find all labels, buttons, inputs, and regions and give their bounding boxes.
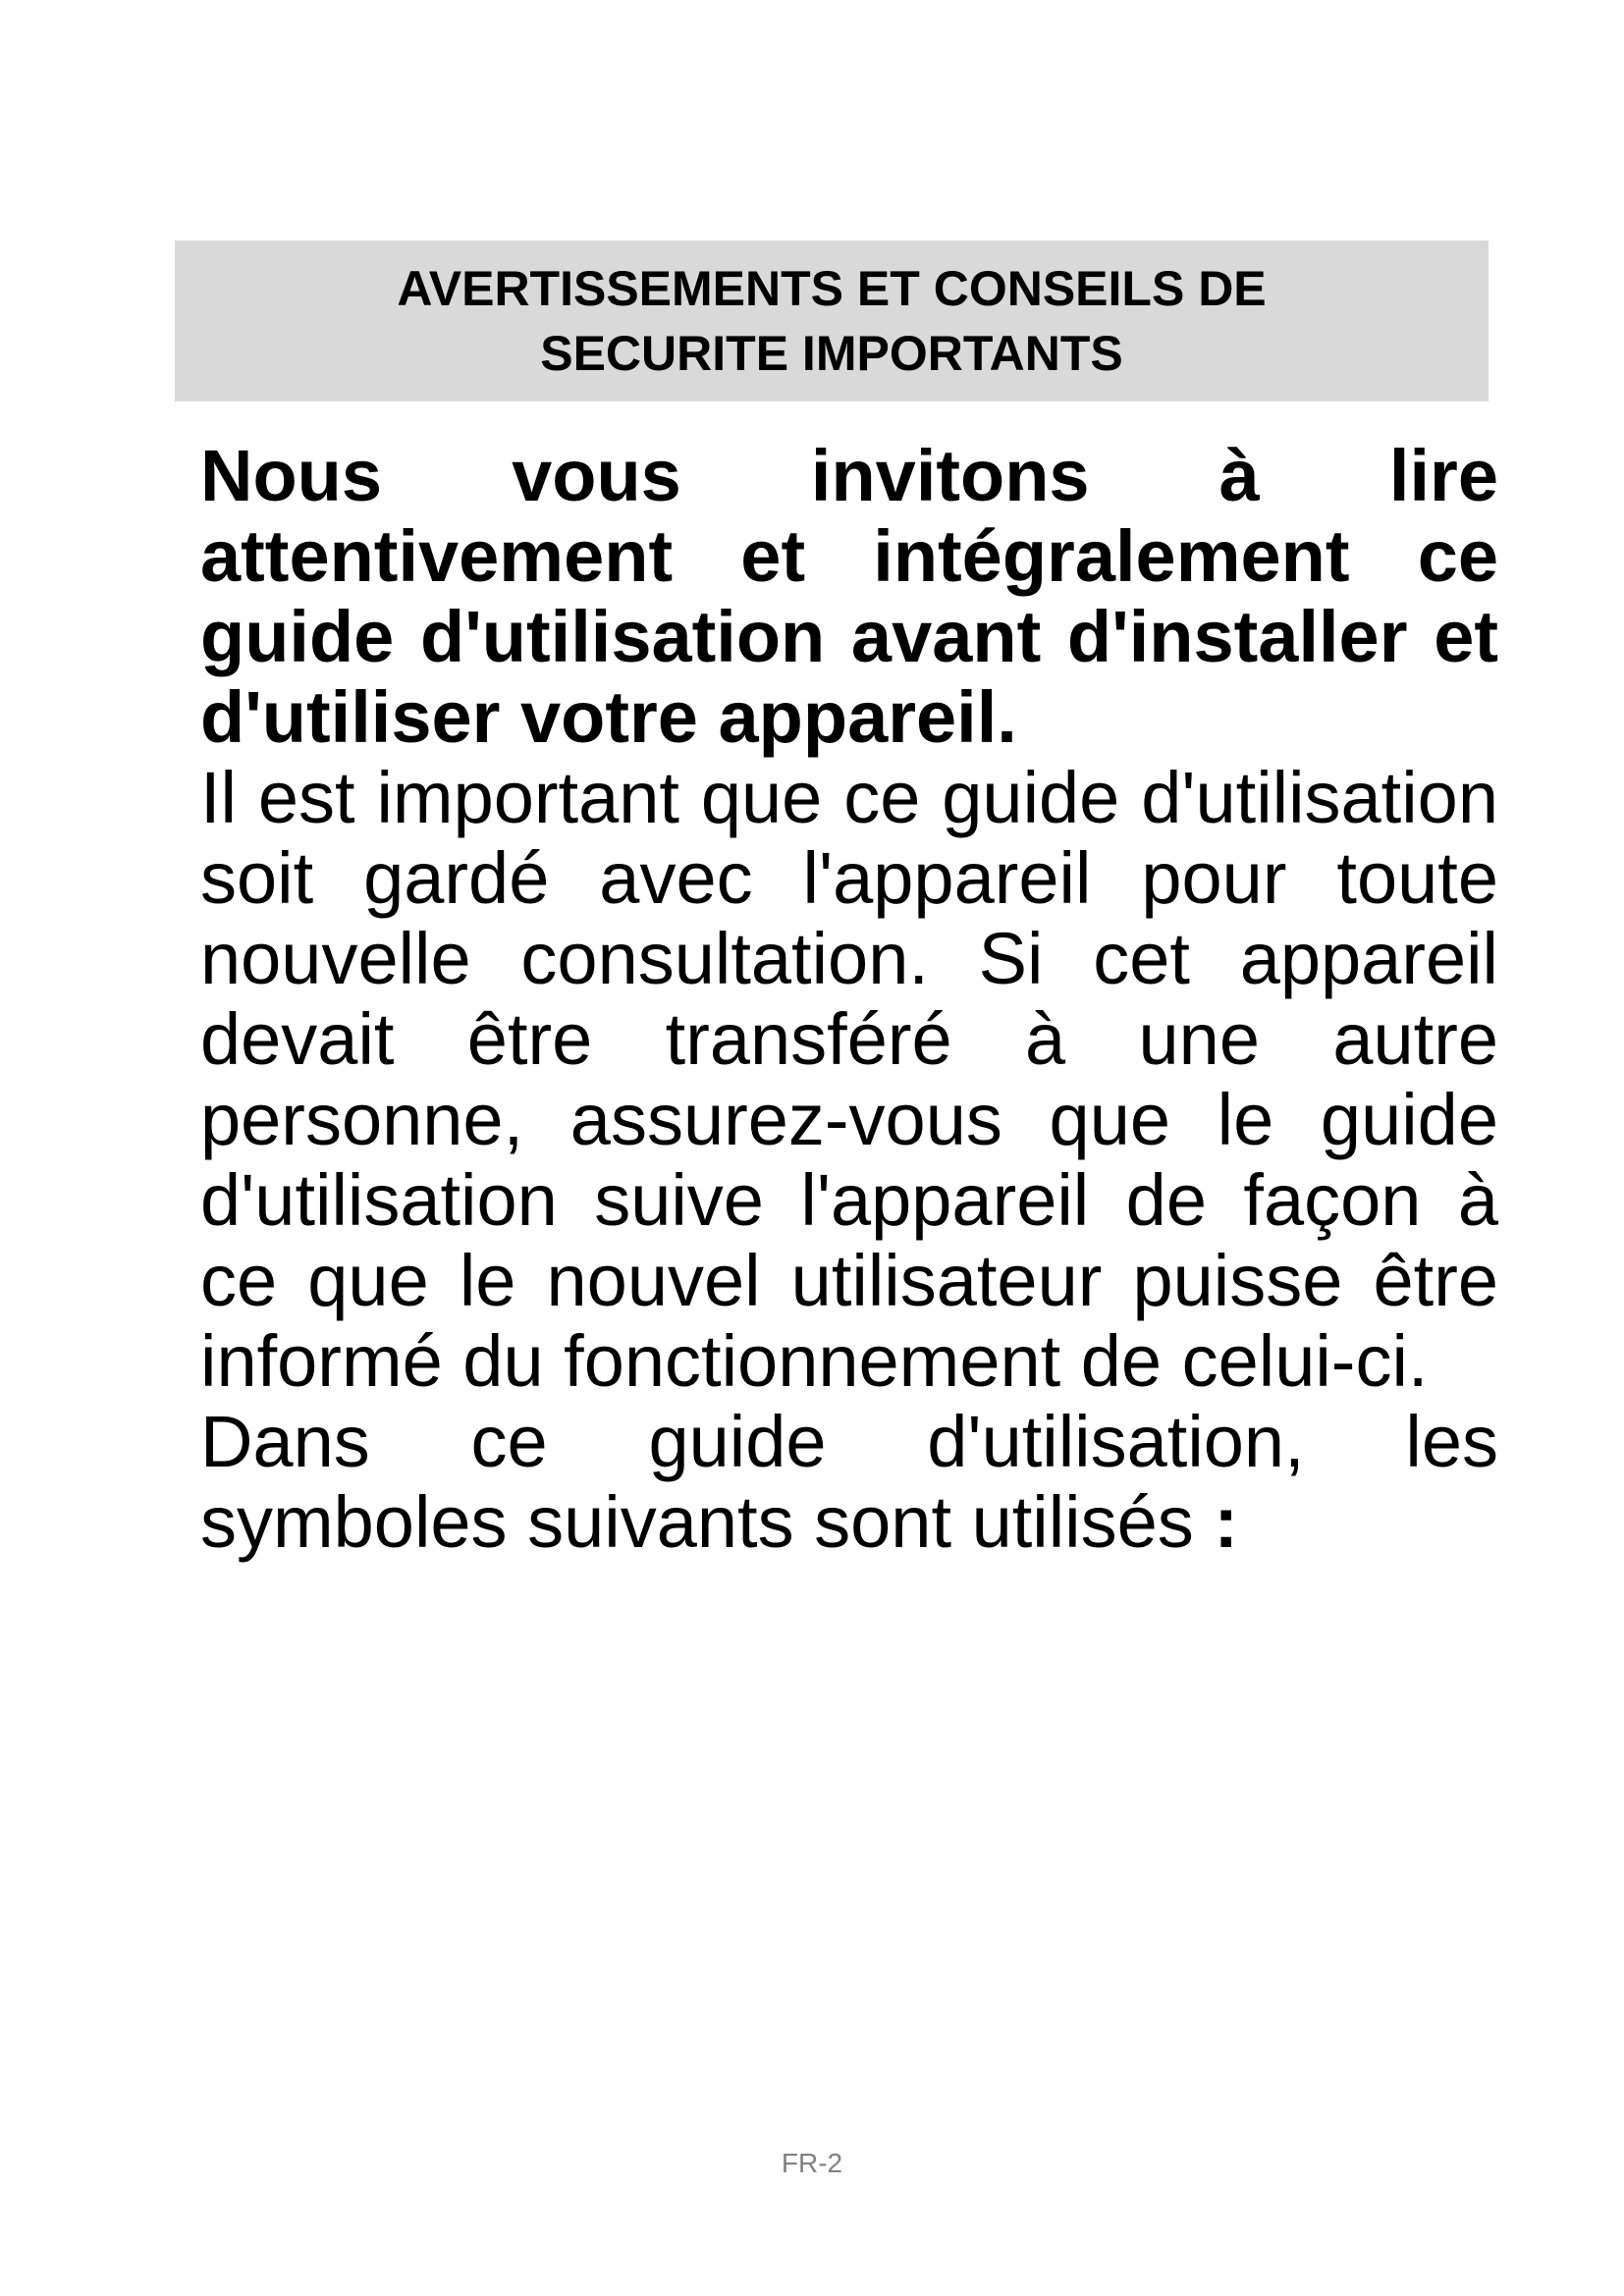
- page-number: FR-2: [781, 2148, 843, 2178]
- intro-paragraph: Nous vous invitons à lire attentivement et intégralement ce guide d'utilisation avant d'installer et d'utiliser votre appareil.: [200, 435, 1498, 758]
- storage-paragraph: Il est important que ce guide d'utilisation soit gardé avec l'appareil pour toute nouvelle consultation. Si cet appareil devait être transféré à une autre personne, assurez-vous que le guide d'utilisation suive l'appareil de façon à ce que le nouvel utilisateur puisse être informé du fonctionnement de celui-ci.: [200, 757, 1498, 1402]
- header-title-line-2: SECURITE IMPORTANTS: [540, 326, 1123, 381]
- document-body: [200, 436, 1498, 1563]
- symbols-paragraph: [200, 1402, 1498, 1563]
- section-header: [175, 240, 1489, 401]
- symbols-paragraph-text: Dans ce guide d'utilisation, les symboles suivants sont utilisés: [200, 1401, 1498, 1563]
- symbols-paragraph-colon: :: [1214, 1481, 1238, 1563]
- header-title-line-1: AVERTISSEMENTS ET CONSEILS DE: [397, 261, 1267, 316]
